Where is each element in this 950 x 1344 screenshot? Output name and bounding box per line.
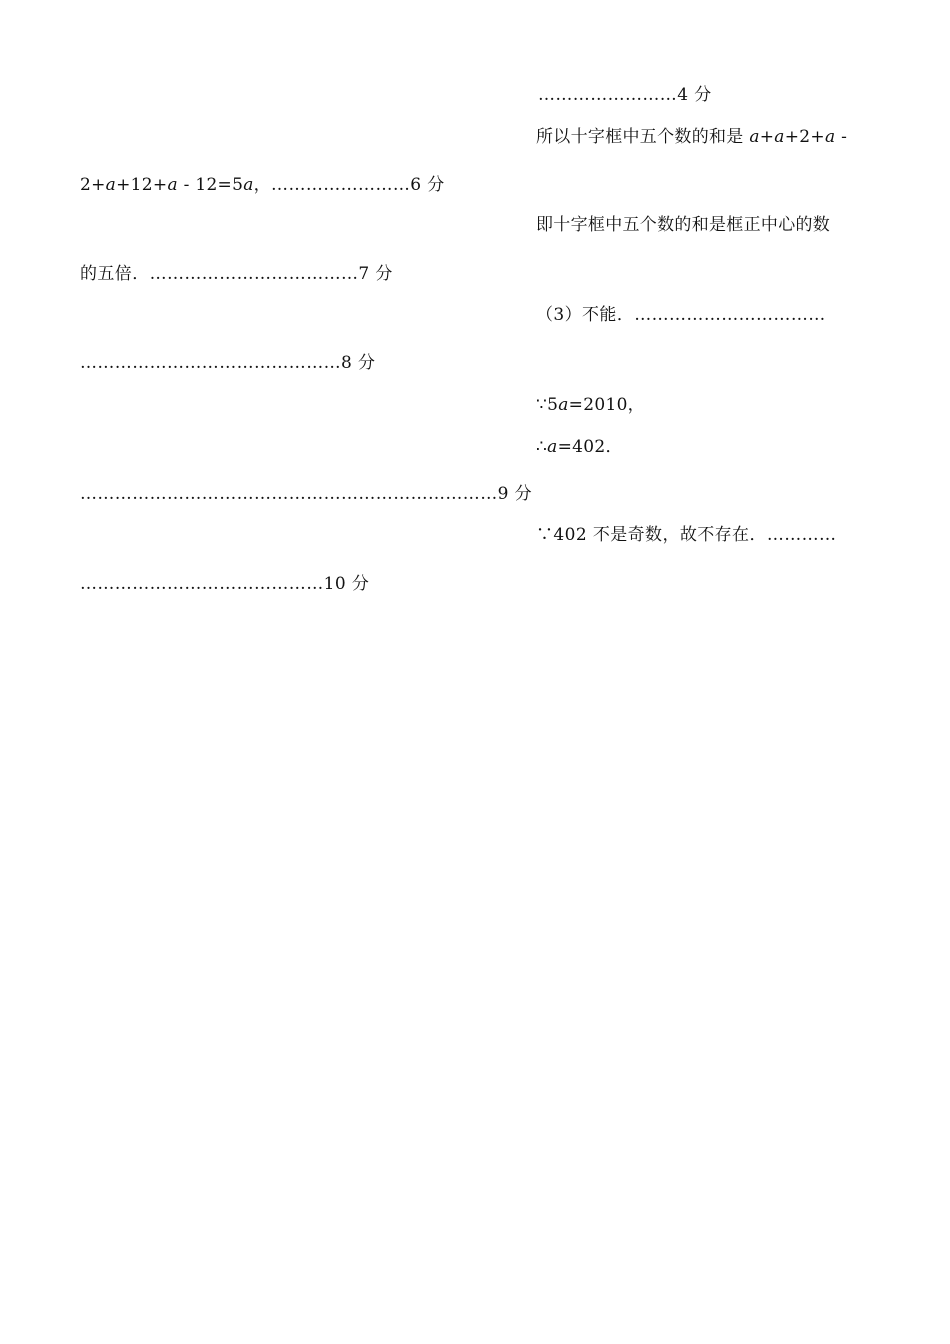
text-segment: - 12=5 [177,175,244,195]
variable-a: a [774,127,785,147]
text-segment: +12+ [116,175,168,195]
text-segment: ∴ [536,437,548,457]
score-line-7 [80,263,393,285]
score-line-10 [80,573,369,595]
text-segment: =2010， [568,395,645,415]
because-equation-line [536,394,645,416]
score-line-9 [80,483,532,505]
text-segment: +2+ [784,127,825,147]
sum-statement-line [536,126,847,148]
score-text: 的五倍．………………………………7 分 [80,264,393,284]
score-text: （3）不能．…………………………… [536,305,826,325]
part-3-answer-line [536,304,826,326]
therefore-equation-line [536,436,623,458]
score-text: ∵402 不是奇数，故不存在．………… [536,525,837,545]
text-segment: ∵5 [536,395,559,415]
score-text: ……………………………………10 分 [80,574,370,594]
variable-a: a [749,127,760,147]
sum-expression-line [80,174,445,196]
variable-a: a [547,437,558,457]
variable-a: a [105,175,117,195]
variable-a: a [824,127,836,147]
text-segment: + [759,127,775,147]
score-text: ………………………………………8 分 [80,353,376,373]
text-segment: 即十字框中五个数的和是框正中心的数 [536,215,831,235]
variable-a: a [167,175,178,195]
score-text: ………………………………………………………………9 分 [80,484,533,504]
score-line-8 [80,352,375,374]
text-segment: 所以十字框中五个数的和是 [536,127,750,147]
text-segment: - [835,127,848,147]
variable-a: a [558,395,569,415]
score-text: ，……………………6 分 [253,175,445,195]
final-reason-line [536,524,836,546]
text-segment: =402． [557,437,623,457]
text-segment: 2+ [80,175,106,195]
score-line-4 [538,84,712,106]
score-text: ……………………4 分 [538,85,712,105]
conclusion-line [536,214,830,236]
variable-a: a [243,175,254,195]
